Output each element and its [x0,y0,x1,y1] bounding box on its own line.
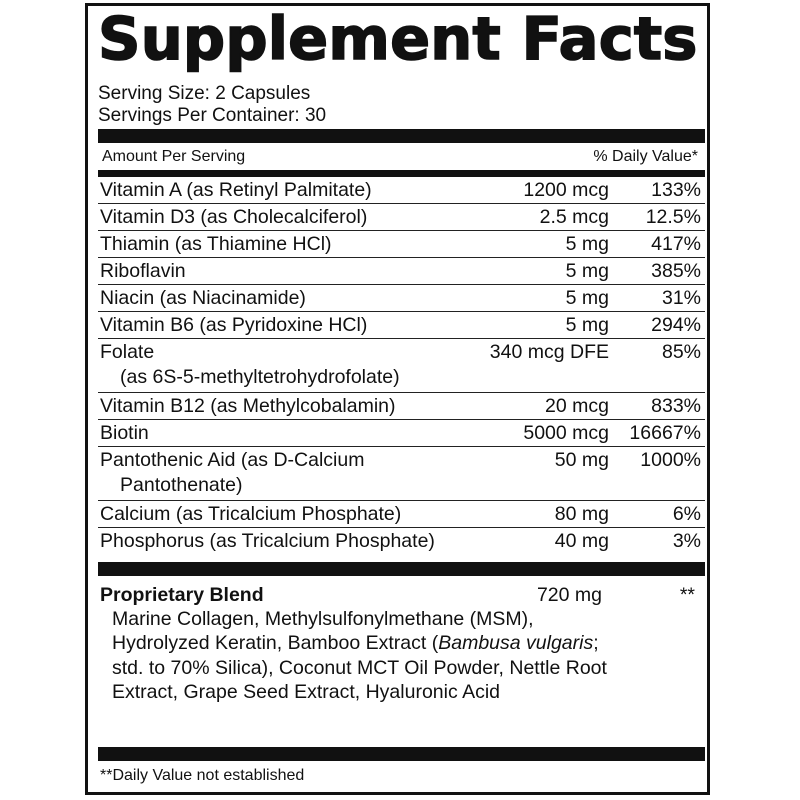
nutrient-row [98,447,705,501]
blend-ingredients-text: Marine Collagen, Methylsulfonylmethane (MSM), Hydrolyzed Keratin, Bamboo Extract ( [112,608,534,655]
daily-value-label: % Daily Value* [593,148,698,165]
nutrient-amount: 5 mg [565,314,609,336]
nutrient-name: Calcium (as Tricalcium Phosphate) [100,503,402,525]
nutrient-row [98,177,705,204]
blend-ingredients [112,607,632,705]
amount-per-serving-label: Amount Per Serving [102,148,246,165]
serving-size: Serving Size: 2 Capsules [98,83,311,104]
nutrient-amount: 40 mg [554,530,609,552]
nutrient-row [98,285,705,312]
blend-ingredients-text-cont: ; std. to 70% Silica), Coconut MCT Oil Powder, Nettle Root Extract, Grape Seed Extract, Hyaluronic Acid [112,632,607,704]
nutrient-amount: 2.5 mcg [539,206,609,228]
nutrient-daily-value: 31% [661,287,701,309]
thick-divider-bottom [98,747,705,761]
nutrient-amount: 5000 mcg [523,422,609,444]
nutrient-row [98,312,705,339]
nutrient-row [98,528,705,556]
servings-per-container: Servings Per Container: 30 [98,105,327,126]
nutrient-amount: 5 mg [565,287,609,309]
footnote: **Daily Value not established [100,767,305,784]
nutrient-daily-value: 3% [672,530,701,552]
nutrient-daily-value: 6% [672,503,701,525]
nutrient-amount: 20 mcg [545,395,609,417]
supplement-facts-panel [85,3,710,795]
nutrient-row [98,231,705,258]
thick-divider-middle [98,562,705,576]
nutrient-daily-value: 1000% [640,449,701,471]
nutrient-row [98,339,705,393]
nutrient-name: Vitamin B6 (as Pyridoxine HCl) [100,314,368,336]
nutrient-row [98,393,705,420]
nutrient-daily-value: 85% [661,341,701,363]
nutrient-amount: 80 mg [554,503,609,525]
nutrient-amount: 5 mg [565,233,609,255]
medium-divider [98,170,705,177]
nutrient-daily-value: 16667% [629,422,701,444]
nutrient-amount: 50 mg [554,449,609,471]
nutrient-name: Phosphorus (as Tricalcium Phosphate) [100,530,435,552]
nutrient-daily-value: 133% [651,179,701,201]
nutrient-name: Riboflavin [100,260,186,282]
blend-amount: 720 mg [536,584,602,606]
nutrient-daily-value: 12.5% [645,206,701,228]
nutrient-name-detail: (as 6S-5-methyltetrohydrofolate) [120,366,400,388]
panel-title: Supplement Facts [98,4,698,73]
nutrient-name: Niacin (as Niacinamide) [100,287,306,309]
nutrient-name: Folate [100,341,155,363]
blend-name: Proprietary Blend [100,584,264,606]
nutrient-name: Vitamin D3 (as Cholecalciferol) [100,206,368,228]
blend-ingredients-italic: Bambusa vulgaris [438,632,594,655]
nutrient-name: Vitamin B12 (as Methylcobalamin) [100,395,396,417]
nutrient-amount: 1200 mcg [523,179,609,201]
nutrient-daily-value: 833% [651,395,701,417]
nutrient-amount: 340 mcg DFE [489,341,609,363]
nutrient-row [98,501,705,528]
nutrient-name: Thiamin (as Thiamine HCl) [100,233,332,255]
nutrient-amount: 5 mg [565,260,609,282]
nutrient-row [98,258,705,285]
nutrient-row [98,204,705,231]
nutrient-daily-value: 294% [651,314,701,336]
nutrient-daily-value: 417% [651,233,701,255]
blend-daily-value: ** [679,584,695,606]
nutrient-daily-value: 385% [651,260,701,282]
nutrient-name: Vitamin A (as Retinyl Palmitate) [100,179,372,201]
nutrient-name: Biotin [100,422,149,444]
nutrient-name-detail: Pantothenate) [120,474,243,496]
nutrient-row [98,420,705,447]
nutrient-name: Pantothenic Aid (as D-Calcium [100,449,365,471]
thick-divider-top [98,129,705,143]
